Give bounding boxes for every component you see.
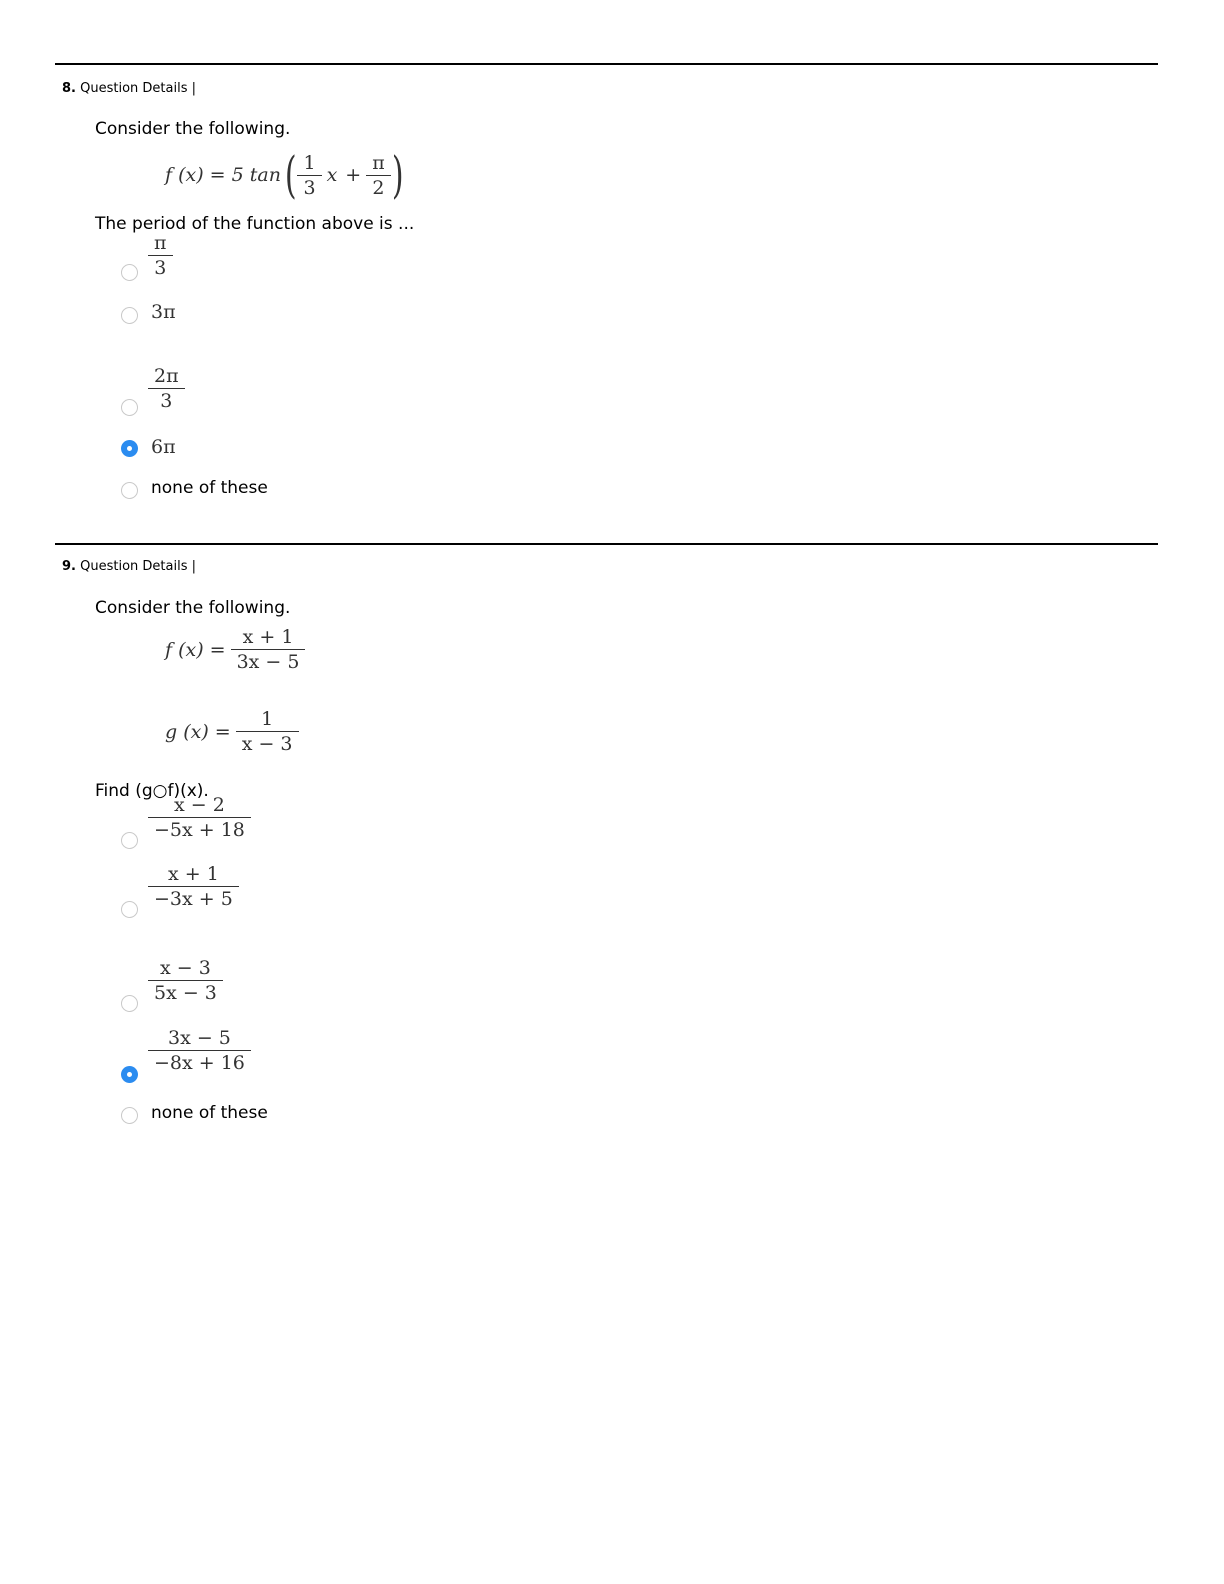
fraction-numerator: x − 3 bbox=[160, 957, 211, 979]
option-answer[interactable]: 3π bbox=[151, 301, 176, 323]
option-radio[interactable] bbox=[121, 264, 138, 281]
option-answer[interactable] bbox=[151, 232, 170, 279]
fraction-denominator: 3x − 5 bbox=[231, 649, 306, 673]
question-details-link[interactable]: Question Details bbox=[80, 81, 188, 96]
option-radio[interactable] bbox=[121, 307, 138, 324]
fraction-denominator: 5x − 3 bbox=[148, 980, 223, 1004]
fraction-denominator: x − 3 bbox=[236, 731, 299, 755]
function-f-expression bbox=[165, 626, 302, 673]
option-answer[interactable] bbox=[151, 365, 182, 412]
option-radio[interactable] bbox=[121, 995, 138, 1012]
option-radio[interactable] bbox=[121, 399, 138, 416]
separator-rule bbox=[55, 543, 1158, 545]
fraction-denominator: 3 bbox=[148, 255, 173, 279]
question-8-header bbox=[62, 81, 196, 96]
option-answer[interactable] bbox=[151, 957, 220, 1004]
option-answer[interactable]: 6π bbox=[151, 436, 176, 458]
fraction-numerator: π bbox=[154, 232, 167, 254]
right-paren: ) bbox=[391, 146, 404, 204]
question-9-header bbox=[62, 559, 196, 574]
question-prompt: Find (g○f)(x). bbox=[95, 781, 209, 801]
option-radio[interactable] bbox=[121, 482, 138, 499]
option-answer[interactable] bbox=[151, 863, 236, 910]
fraction-denominator: −3x + 5 bbox=[148, 886, 239, 910]
question-number: 9. bbox=[62, 559, 76, 574]
option-answer[interactable] bbox=[151, 794, 248, 841]
function-lhs: g (x) = bbox=[165, 720, 231, 743]
function-expression bbox=[165, 146, 407, 204]
variable: x bbox=[326, 164, 338, 186]
option-answer[interactable]: none of these bbox=[151, 478, 268, 498]
fraction bbox=[369, 152, 388, 199]
option-radio-selected[interactable] bbox=[121, 1066, 138, 1083]
option-radio[interactable] bbox=[121, 832, 138, 849]
fraction-denominator: −5x + 18 bbox=[148, 817, 251, 841]
question-intro: Consider the following. bbox=[95, 598, 291, 618]
option-answer[interactable] bbox=[151, 1027, 248, 1074]
option-radio[interactable] bbox=[121, 1107, 138, 1124]
fraction-numerator: 3x − 5 bbox=[168, 1027, 231, 1049]
header-separator: | bbox=[191, 81, 197, 96]
left-paren: ( bbox=[284, 146, 297, 204]
fraction-numerator: x − 2 bbox=[174, 794, 225, 816]
question-intro: Consider the following. bbox=[95, 119, 291, 139]
fraction-numerator: x + 1 bbox=[168, 863, 219, 885]
function-lhs: f (x) = bbox=[165, 638, 226, 661]
fraction-numerator: 2π bbox=[154, 365, 179, 387]
function-lhs: f (x) = 5 tan bbox=[165, 164, 281, 186]
fraction bbox=[300, 152, 318, 199]
option-radio-selected[interactable] bbox=[121, 440, 138, 457]
question-details-link[interactable]: Question Details bbox=[80, 559, 188, 574]
fraction-denominator: −8x + 16 bbox=[148, 1050, 251, 1074]
fraction-denominator: 3 bbox=[148, 388, 185, 412]
plus-sign: + bbox=[345, 164, 362, 186]
fraction-numerator: 1 bbox=[303, 151, 316, 174]
option-answer[interactable]: none of these bbox=[151, 1103, 268, 1123]
option-radio[interactable] bbox=[121, 901, 138, 918]
question-prompt: The period of the function above is ... bbox=[95, 214, 415, 234]
fraction-numerator: π bbox=[372, 151, 385, 174]
fraction-denominator: 2 bbox=[366, 175, 391, 199]
question-number: 8. bbox=[62, 81, 76, 96]
header-separator: | bbox=[191, 559, 197, 574]
function-g-expression bbox=[165, 708, 296, 755]
separator-rule bbox=[55, 63, 1158, 65]
fraction-numerator: x + 1 bbox=[242, 626, 294, 648]
fraction-denominator: 3 bbox=[297, 175, 321, 199]
fraction-numerator: 1 bbox=[261, 708, 274, 730]
